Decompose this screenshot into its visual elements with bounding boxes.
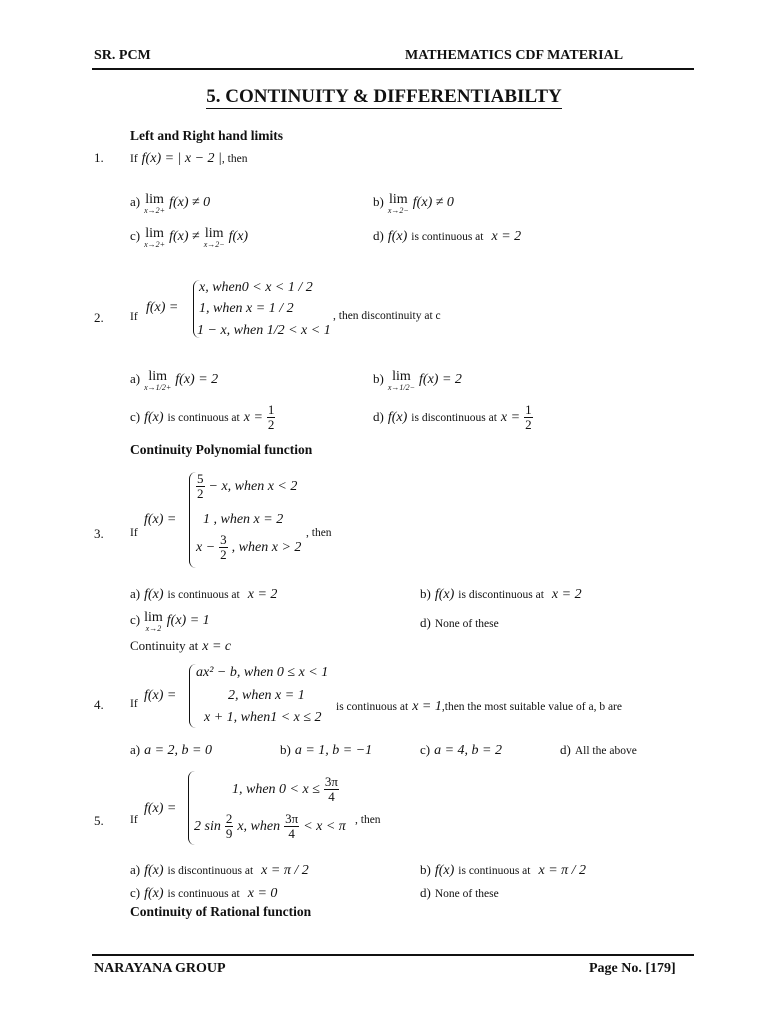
footer-page-number: Page No. [179] [589, 961, 676, 976]
section-heading-continuity-at: Continuity at x = c [130, 638, 232, 654]
q3-option-d: d) None of these [420, 615, 499, 630]
q4-case-2: 2, when x = 1 [228, 688, 305, 703]
section-heading-polynomial: Continuity Polynomial function [130, 442, 313, 457]
q2-option-c: c) f(x) is continuous at x = $\frac{1}{2}$ [130, 402, 275, 432]
q4-if: If [130, 698, 138, 710]
q5-stem-tail: , then [355, 814, 381, 826]
q2-option-b: b) lim x→1/2− f(x) = 2 [373, 369, 462, 392]
q4-option-d: d) All the above [560, 742, 637, 757]
q5-option-b: b) f(x) is continuous at x = π / 2 [420, 862, 587, 878]
q2-case-3: 1 − x, when 1/2 < x < 1 [197, 323, 331, 338]
q3-option-b: b) f(x) is discontinuous at x = 2 [420, 586, 582, 602]
q4-brace [189, 664, 196, 728]
q2-if: If [130, 311, 138, 323]
q3-number: 3. [94, 526, 104, 541]
q5-option-a: a) f(x) is discontinuous at x = π / 2 [130, 862, 309, 878]
q4-stem-tail: is continuous at x = 1,then the most suitable value of a, b are [336, 699, 622, 714]
q1-stem: If f(x) = | x − 2 |, then [130, 151, 248, 166]
q4-case-3: x + 1, when1 < x ≤ 2 [204, 710, 322, 725]
q2-option-d: d) f(x) is discontinuous at x = $\frac{1}{2}$ [373, 402, 532, 432]
q5-if: If [130, 814, 138, 826]
q2-number: 2. [94, 310, 104, 325]
q4-number: 4. [94, 697, 104, 712]
q4-option-c: c) a = 4, b = 2 [420, 742, 503, 758]
q1-option-c: c) lim x→2+ f(x) ≠ lim x→2− f(x) [130, 226, 249, 249]
q4-option-b: b) a = 1, b = −1 [280, 742, 373, 758]
page-title: 5. CONTINUITY & DIFFERENTIABILTY [206, 86, 562, 107]
q5-number: 5. [94, 813, 104, 828]
section-heading-limits: Left and Right hand limits [130, 128, 284, 143]
header-rule [92, 68, 694, 70]
q3-brace [189, 472, 196, 568]
header-left: SR. PCM [94, 48, 151, 63]
section-heading-rational: Continuity of Rational function [130, 904, 312, 919]
q5-fx: f(x) = [144, 801, 177, 816]
q2-case-1: x, when0 < x < 1 / 2 [199, 280, 313, 295]
q2-option-a: a) lim x→1/2+ f(x) = 2 [130, 369, 219, 392]
q5-option-d: d) None of these [420, 885, 499, 900]
q1-option-b: b) lim x→2− f(x) ≠ 0 [373, 192, 454, 215]
q2-fx: f(x) = [146, 300, 179, 315]
q5-option-c: c) f(x) is continuous at x = 0 [130, 885, 278, 901]
footer-left: NARAYANA GROUP [94, 961, 226, 976]
q3-case-3: x − $\frac{3}{2}$ , when x > 2 [196, 532, 302, 562]
footer-rule [92, 954, 694, 956]
q2-stem-tail: , then discontinuity at c [333, 310, 441, 322]
q3-case-1: $\frac{5}{2}$ − x, when x < 2 [197, 471, 298, 501]
q5-case-2: 2 sin $\frac{2}{9}$ x, when $\frac{3\pi}{4}$ < x < π [194, 811, 346, 841]
q1-option-d: d) f(x) is continuous at x = 2 [373, 228, 522, 244]
q4-fx: f(x) = [144, 688, 177, 703]
q5-case-1: 1, when 0 < x ≤ $\frac{3\pi}{4}$ [232, 774, 338, 804]
q3-if: If [130, 527, 138, 539]
q3-stem-tail: , then [306, 527, 332, 539]
q2-case-2: 1, when x = 1 / 2 [199, 301, 294, 316]
q3-case-2: 1 , when x = 2 [203, 512, 284, 527]
q3-option-a: a) f(x) is continuous at x = 2 [130, 586, 278, 602]
q3-fx: f(x) = [144, 512, 177, 527]
q1-option-a: a) lim x→2+ f(x) ≠ 0 [130, 192, 211, 215]
q4-option-a: a) a = 2, b = 0 [130, 742, 213, 758]
q1-number: 1. [94, 150, 104, 165]
header-right: MATHEMATICS CDF MATERIAL [405, 48, 624, 63]
q4-case-1: ax² − b, when 0 ≤ x < 1 [196, 665, 329, 680]
q3-option-c: c) lim x→2 f(x) = 1 [130, 610, 210, 633]
